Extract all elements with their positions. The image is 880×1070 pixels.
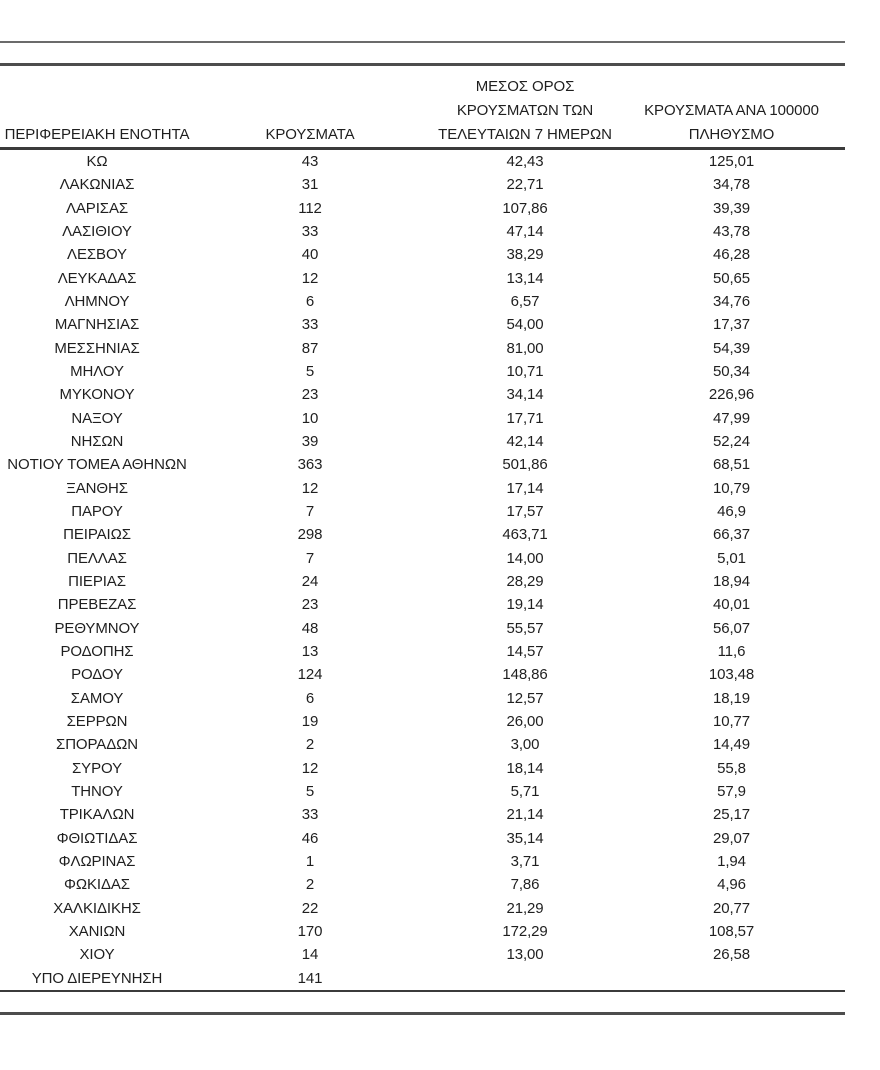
top-rule-thick [0,63,845,66]
cases-cell: 7 [305,503,315,521]
avg-7day-cell: 28,29 [506,573,544,591]
table-row [0,593,845,616]
cases-cell: 40 [301,246,319,264]
region-name-cell: ΛΕΥΚΑΔΑΣ [57,269,137,287]
col-header-avg7 [410,75,640,147]
cases-cell: 298 [297,526,323,544]
per-100k-cell: 40,01 [712,596,751,614]
region-name-cell: ΜΥΚΟΝΟΥ [59,386,135,404]
per-100k-cell: 46,9 [717,503,746,521]
region-name-cell: ΚΩ [86,153,108,171]
avg-7day-cell: 13,00 [506,946,544,964]
table-row [0,966,845,989]
region-name-cell: ΡΟΔΟΥ [71,666,123,684]
region-name-cell: ΞΑΝΘΗΣ [66,479,128,497]
avg-7day-cell: 463,71 [502,526,548,544]
region-name-cell: ΝΟΤΙΟΥ ΤΟΜΕΑ ΑΘΗΝΩΝ [7,456,187,474]
cases-cell: 13 [301,643,319,661]
region-name-cell: ΡΟΔΟΠΗΣ [60,643,134,661]
col-header-per100k [640,99,845,147]
bottom-rule-thin [0,990,845,992]
cases-cell: 5 [305,783,315,801]
avg-7day-cell: 12,57 [506,689,544,707]
col-header-avg7-line1: ΜΕΣΟΣ ΟΡΟΣ [475,78,575,95]
region-name-cell: ΡΕΘΥΜΝΟΥ [54,619,140,637]
header-rule [0,147,845,150]
table-row [0,197,845,220]
per-100k-cell: 4,96 [717,876,746,894]
per-100k-cell: 226,96 [708,386,755,404]
per-100k-cell: 66,37 [712,526,751,544]
avg-7day-cell: 54,00 [506,316,544,334]
per-100k-cell: 108,57 [708,922,755,940]
table-row [0,290,845,313]
per-100k-cell: 10,79 [712,479,751,497]
cases-cell: 22 [301,899,319,917]
bottom-rule-thick [0,1012,845,1015]
avg-7day-cell: 17,71 [506,409,544,427]
table-body [0,150,845,990]
per-100k-cell: 39,39 [712,199,751,217]
region-name-cell: ΣΑΜΟΥ [70,689,124,707]
per-100k-cell: 43,78 [712,223,751,241]
cases-cell: 24 [301,573,319,591]
col-header-per100k-line1: ΚΡΟΥΣΜΑΤΑ ΑΝΑ 100000 [644,102,819,119]
avg-7day-cell: 21,29 [506,899,544,917]
region-name-cell: ΦΛΩΡΙΝΑΣ [58,853,136,870]
table-row [0,897,845,920]
avg-7day-cell: 26,00 [506,713,544,731]
per-100k-cell: 50,34 [712,363,751,381]
cases-cell: 31 [301,176,319,194]
avg-7day-cell: 14,57 [506,643,544,661]
table-row [0,267,845,290]
table-row [0,803,845,826]
avg-7day-cell: 34,14 [506,386,544,404]
region-name-cell: ΧΙΟΥ [79,946,115,964]
cases-cell: 39 [301,433,319,451]
region-name-cell: ΠΡΕΒΕΖΑΣ [57,596,137,614]
cases-cell: 5 [305,363,315,381]
per-100k-cell: 56,07 [712,619,751,637]
region-name-cell: ΠΙΕΡΙΑΣ [68,573,126,591]
avg-7day-cell: 501,86 [502,456,548,474]
per-100k-cell: 34,76 [712,293,751,311]
col-header-avg7-line2: ΚΡΟΥΣΜΑΤΩΝ ΤΩΝ [456,102,594,119]
per-100k-cell: 46,28 [712,246,751,264]
region-name-cell: ΛΗΜΝΟΥ [64,293,130,311]
avg-7day-cell: 22,71 [506,176,544,194]
avg-7day-cell: 7,86 [510,876,540,894]
cases-cell: 48 [301,619,319,637]
per-100k-cell: 68,51 [712,456,751,474]
avg-7day-cell: 6,57 [510,293,540,311]
cases-cell: 46 [301,829,319,847]
cases-cell: 112 [298,199,322,217]
per-100k-cell: 103,48 [708,666,755,684]
avg-7day-cell: 38,29 [506,246,544,264]
per-100k-cell: 18,94 [712,573,751,591]
region-name-cell: ΠΕΙΡΑΙΩΣ [63,526,131,544]
region-name-cell: ΜΑΓΝΗΣΙΑΣ [54,316,140,334]
table-row [0,780,845,803]
top-rule-thin [0,41,845,43]
per-100k-cell: 34,78 [712,176,751,194]
cases-cell: 10 [301,409,319,427]
avg-7day-cell: 148,86 [502,666,548,684]
table-row [0,617,845,640]
region-name-cell: ΛΑΣΙΘΙΟΥ [62,223,132,241]
region-name-cell: ΜΗΛΟΥ [70,363,124,381]
region-name-cell: ΤΗΝΟΥ [71,783,123,801]
avg-7day-cell: 47,14 [506,223,544,241]
per-100k-cell: 11,6 [717,643,746,661]
avg-7day-cell: 42,43 [506,153,544,171]
region-name-cell: ΣΕΡΡΩΝ [66,713,128,731]
per-100k-cell: 55,8 [717,759,746,777]
per-100k-cell: 50,65 [712,269,751,287]
table-row [0,220,845,243]
table-row [0,360,845,383]
col-header-per100k-line2: ΠΛΗΘΥΣΜΟ [688,126,775,143]
avg-7day-cell: 17,57 [506,503,544,521]
col-header-region-line: ΠΕΡΙΦΕΡΕΙΑΚΗ ΕΝΟΤΗΤΑ [4,126,190,143]
col-header-cases-line: ΚΡΟΥΣΜΑΤΑ [265,126,355,143]
region-name-cell: ΠΑΡΟΥ [71,503,123,521]
region-name-cell: ΧΑΝΙΩΝ [68,922,126,940]
table-row [0,943,845,966]
table-row [0,150,845,173]
cases-cell: 7 [305,549,315,567]
avg-7day-cell: 107,86 [502,199,548,217]
table-row [0,827,845,850]
cases-cell: 87 [301,339,319,357]
region-name-cell: ΤΡΙΚΑΛΩΝ [59,806,135,824]
avg-7day-cell: 17,14 [506,479,544,497]
col-header-region [0,123,210,147]
avg-7day-cell: 35,14 [506,829,544,847]
cases-cell: 33 [301,806,319,824]
table-row [0,570,845,593]
table-row [0,640,845,663]
table-row [0,243,845,266]
per-100k-cell: 14,49 [712,736,751,754]
cases-cell: 124 [297,666,323,684]
cases-cell: 12 [301,759,319,777]
cases-cell: 43 [301,153,319,171]
table-row [0,337,845,360]
regional-cases-table [0,75,845,990]
per-100k-cell: 52,24 [712,433,751,451]
cases-cell: 14 [301,946,319,964]
per-100k-cell: 57,9 [717,783,746,801]
table-row [0,430,845,453]
col-header-cases [210,123,410,147]
table-row [0,313,845,336]
table-row [0,383,845,406]
table-row [0,453,845,476]
avg-7day-cell: 3,71 [510,853,540,870]
table-row [0,850,845,873]
col-header-avg7-line3: ΤΕΛΕΥΤΑΙΩΝ 7 ΗΜΕΡΩΝ [438,126,612,143]
table-row [0,733,845,756]
per-100k-cell: 54,39 [712,339,751,357]
avg-7day-cell: 10,71 [506,363,544,381]
per-100k-cell: 18,19 [712,689,751,707]
per-100k-cell: 1,94 [717,853,746,870]
avg-7day-cell: 3,00 [510,736,540,754]
region-name-cell: ΥΠΟ ΔΙΕΡΕΥΝΗΣΗ [31,969,163,987]
table-row [0,523,845,546]
table-row [0,407,845,430]
region-name-cell: ΦΩΚΙΔΑΣ [64,876,130,894]
table-row [0,710,845,733]
per-100k-cell: 5,01 [717,549,746,567]
cases-cell: 12 [301,269,319,287]
avg-7day-cell: 13,14 [506,269,544,287]
region-name-cell: ΛΕΣΒΟΥ [67,246,127,264]
table-header-row [0,75,845,147]
table-row [0,687,845,710]
table-row [0,757,845,780]
avg-7day-cell: 19,14 [506,596,544,614]
avg-7day-cell: 55,57 [506,619,544,637]
region-name-cell: ΜΕΣΣΗΝΙΑΣ [54,339,140,357]
region-name-cell: ΧΑΛΚΙΔΙΚΗΣ [53,899,141,917]
table-row [0,663,845,686]
region-name-cell: ΣΠΟΡΑΔΩΝ [56,736,138,754]
cases-cell: 23 [301,596,319,614]
table-row [0,500,845,523]
per-100k-cell: 26,58 [712,946,751,964]
table-row [0,477,845,500]
avg-7day-cell: 81,00 [506,339,544,357]
table-row [0,920,845,943]
cases-cell: 1 [305,853,315,870]
per-100k-cell: 125,01 [708,153,755,171]
per-100k-cell: 17,37 [712,316,751,334]
cases-cell: 2 [305,876,315,894]
cases-cell: 33 [301,223,319,241]
region-name-cell: ΠΕΛΛΑΣ [67,549,127,567]
per-100k-cell: 47,99 [712,409,751,427]
region-name-cell: ΦΘΙΩΤΙΔΑΣ [56,829,138,847]
table-row [0,547,845,570]
avg-7day-cell: 5,71 [510,783,540,801]
cases-cell: 6 [305,293,315,311]
per-100k-cell: 20,77 [712,899,751,917]
per-100k-cell: 10,77 [712,713,751,731]
per-100k-cell: 25,17 [712,806,751,824]
region-name-cell: ΛΑΚΩΝΙΑΣ [59,176,135,194]
cases-cell: 363 [297,456,323,474]
cases-cell: 12 [301,479,319,497]
cases-cell: 19 [301,713,319,731]
region-name-cell: ΣΥΡΟΥ [72,759,122,777]
cases-cell: 23 [301,386,319,404]
cases-cell: 6 [305,689,315,707]
table-row [0,173,845,196]
avg-7day-cell: 14,00 [506,549,544,567]
avg-7day-cell: 18,14 [506,759,544,777]
avg-7day-cell: 42,14 [506,433,544,451]
cases-cell: 33 [301,316,319,334]
table-row [0,873,845,896]
region-name-cell: ΝΑΞΟΥ [71,409,123,427]
region-name-cell: ΛΑΡΙΣΑΣ [65,199,129,217]
avg-7day-cell: 21,14 [506,806,544,824]
cases-cell: 141 [297,969,323,987]
region-name-cell: ΝΗΣΩΝ [70,433,124,451]
avg-7day-cell: 172,29 [502,922,548,940]
cases-cell: 170 [297,922,323,940]
per-100k-cell: 29,07 [712,829,751,847]
cases-cell: 2 [305,736,315,754]
